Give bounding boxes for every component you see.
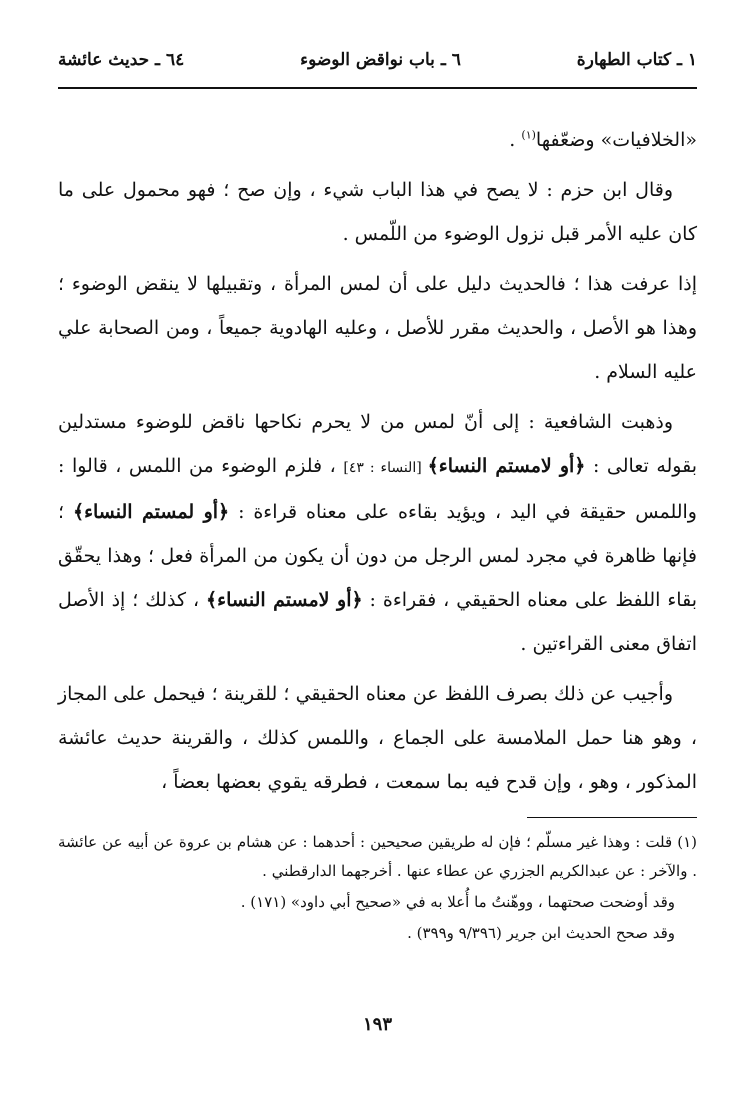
paragraph-3: إذا عرفت هذا ؛ فالحديث دليل على أن لمس المرأة ، وتقبيلها لا ينقض الوضوء ؛ وهذا هو الأصل ، والحديث مقرر للأصل ، وعليه الهادوية جميعاً ، ومن الصحابة علي عليه السلام .	[58, 273, 697, 383]
footnote-reference: (١)	[521, 128, 536, 142]
footnote-divider	[527, 817, 697, 818]
paragraph-4-part-c: ؛ فإنها ظاهرة في مجرد لمس الرجل من دون أن يكون من المرأة فعل ؛ وهذا يحقّق بقاء اللفظ على معناه الحقيقي ، فقراءة :	[58, 501, 697, 611]
paragraph-1-text: «الخلافيات» وضعّفها	[535, 129, 697, 151]
footnotes	[58, 828, 697, 950]
paragraph-4-part-b: ، فلزم الوضوء من اللمس ، قالوا : واللمس حقيقة في اليد ، ويؤيد بقاءه على معناه قراءة :	[58, 455, 697, 523]
quran-citation-3: ﴿أو لامستم النساء﴾	[206, 589, 363, 611]
footnote-1-continuation-a: وقد أوضحت صحتهما ، ووهّنتُ ما أُعلا به في «صحيح أبي داود» (١٧١) .	[240, 893, 675, 911]
paragraph-1	[58, 118, 697, 162]
paragraph-5: وأجيب عن ذلك بصرف اللفظ عن معناه الحقيقي ؛ للقرينة ؛ فيحمل على المجاز ، وهو هنا حمل الملامسة على الجماع ، واللمس كذلك ، والقرينة حديث عائشة المذكور ، وهو ، وإن قدح فيه بما سمعت ، فطرقه يقوي بعضها بعضاً ،	[58, 683, 697, 793]
footnote-1: (١) قلت : وهذا غير مسلّم ؛ فإن له طريقين صحيحين : أحدهما : عن هشام بن عروة عن أبيه عن عائشة . والآخر : عن عبدالكريم الجزري عن عطاء عنها . أخرجهما الدارقطني .	[58, 833, 697, 880]
header-chapter-title: ٦ ـ باب نواقض الوضوء	[300, 50, 461, 70]
header-hadith-title: ٦٤ ـ حديث عائشة	[58, 50, 185, 70]
paragraph-4	[58, 400, 697, 666]
header-divider	[58, 87, 697, 89]
quran-citation-2: ﴿أو لمستم النساء﴾	[72, 501, 230, 523]
footnote-1-continuation-b: وقد صحح الحديث ابن جرير (٩/٣٩٦ و٣٩٩) .	[407, 924, 675, 942]
paragraph-4-part-a: وذهبت الشافعية : إلى أنّ لمس من لا يحرم نكاحها ناقض للوضوء مستدلين بقوله تعالى :	[58, 411, 698, 477]
header-book-title: ١ ـ كتاب الطهارة	[576, 50, 697, 70]
page-number: ١٩٣	[362, 1014, 392, 1035]
paragraph-1-end: .	[509, 129, 522, 151]
quran-citation-1: ﴿أو لامستم النساء﴾	[427, 455, 586, 477]
surah-reference: [النساء : ٤٣]	[343, 460, 428, 476]
running-header	[58, 40, 697, 80]
main-text	[58, 118, 697, 810]
paragraph-4-part-d: ، كذلك ؛ إذ الأصل اتفاق معنى القراءتين .	[58, 589, 697, 655]
paragraph-2: وقال ابن حزم : لا يصح في هذا الباب شيء ، وإن صح ؛ فهو محمول على ما كان عليه الأمر قبل نزول الوضوء من اللّمس .	[58, 179, 697, 245]
